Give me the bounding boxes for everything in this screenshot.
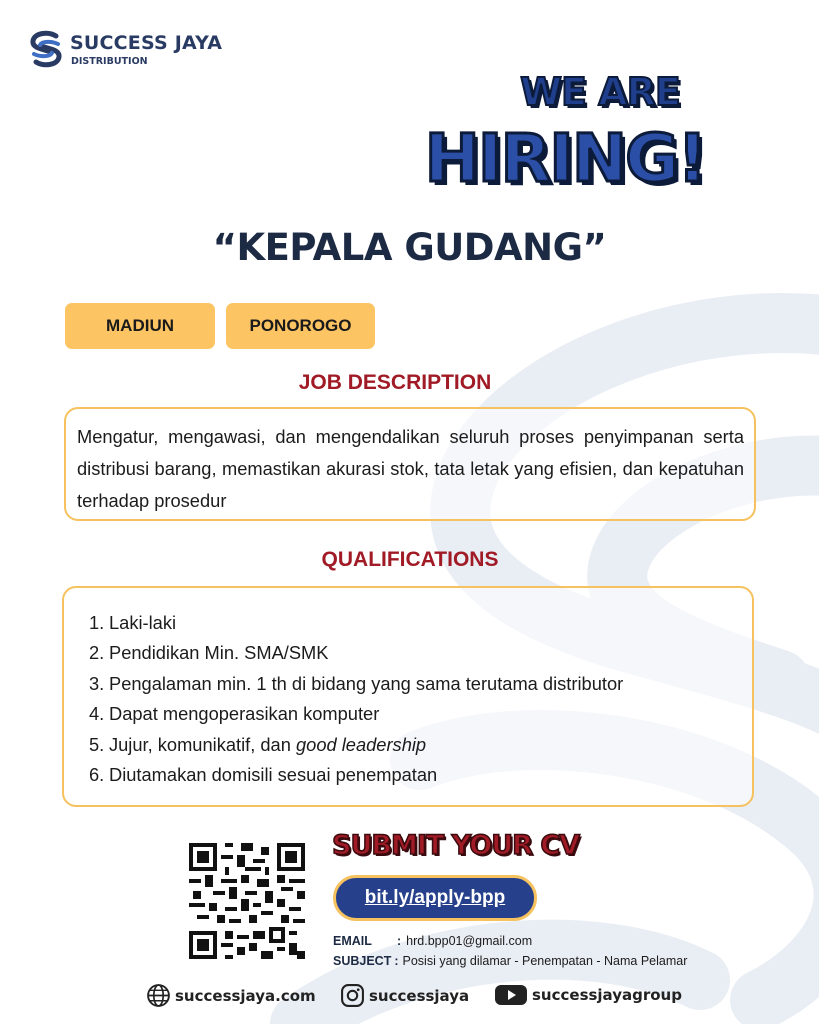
contact-email-row	[333, 934, 532, 948]
qualification-item	[89, 730, 752, 760]
location-badge-madiun: MADIUN	[65, 303, 215, 349]
globe-icon	[146, 983, 171, 1008]
instagram-icon	[340, 983, 365, 1008]
qualification-item	[89, 760, 752, 790]
website-label: successjaya.com	[175, 986, 316, 1005]
qualification-number: 6.	[89, 764, 105, 786]
headline-we-are: WE ARE	[520, 70, 680, 114]
subject-label: SUBJECT	[333, 954, 392, 968]
email-value[interactable]: hrd.bpp01@gmail.com	[406, 934, 533, 948]
youtube-icon	[494, 983, 528, 1007]
job-description-heading: JOB DESCRIPTION	[298, 371, 492, 394]
qualification-number: 4.	[89, 703, 105, 725]
qualification-item	[89, 608, 752, 638]
email-label: EMAIL	[333, 934, 372, 948]
youtube-label: successjayagroup	[532, 986, 682, 1004]
qualification-text-plain: Jujur, komunikatif, dan	[109, 733, 296, 755]
qualification-text: Pendidikan Min. SMA/SMK	[109, 642, 329, 664]
qualification-text: Diutamakan domisili sesuai penempatan	[109, 764, 438, 786]
qr-code-image[interactable]	[189, 843, 305, 959]
qualifications-box	[62, 586, 754, 807]
qualification-text: Dapat mengoperasikan komputer	[109, 703, 380, 725]
qualification-item	[89, 638, 752, 668]
social-website[interactable]	[146, 983, 316, 1008]
instagram-label: successjaya	[369, 986, 470, 1005]
email-separator: :	[397, 934, 402, 948]
job-position-title: “KEPALA GUDANG”	[212, 226, 607, 269]
qualification-item	[89, 699, 752, 729]
contact-subject-row	[333, 954, 687, 968]
headline-hiring: HIRING!	[424, 120, 706, 197]
qualification-text: Laki-laki	[109, 612, 177, 633]
company-logo	[28, 30, 222, 68]
location-badge-ponorogo: PONOROGO	[226, 303, 375, 349]
qualifications-heading: QUALIFICATIONS	[321, 548, 499, 571]
company-subtitle: DISTRIBUTION	[71, 55, 148, 67]
apply-link-button[interactable]: bit.ly/apply-bpp	[333, 875, 537, 921]
qualification-text: Pengalaman min. 1 th di bidang yang sama terutama distributor	[109, 672, 624, 694]
qualification-number: 2.	[89, 642, 105, 664]
job-description-box	[64, 407, 756, 521]
brand-s-icon	[28, 30, 64, 68]
qualification-text	[109, 730, 426, 760]
job-description-text: Mengatur, mengawasi, dan mengendalikan seluruh proses penyimpanan serta distribusi barang, memastikan akurasi stok, tata letak yang efisien, dan kepatuhan terhadap prosedur	[77, 426, 744, 511]
qualification-number: 3.	[89, 672, 105, 694]
qualification-text-italic: good leadership	[295, 733, 427, 755]
submit-cv-heading: SUBMIT YOUR CV	[332, 830, 580, 861]
qualification-number: 1.	[89, 612, 105, 633]
subject-separator: :	[394, 954, 399, 968]
social-instagram[interactable]	[340, 983, 469, 1008]
qualification-item	[89, 669, 752, 699]
social-youtube[interactable]	[494, 983, 682, 1007]
company-name: SUCCESS JAYA	[70, 31, 223, 54]
qualification-number: 5.	[89, 733, 105, 755]
subject-value: Posisi yang dilamar - Penempatan - Nama Pelamar	[402, 954, 688, 968]
